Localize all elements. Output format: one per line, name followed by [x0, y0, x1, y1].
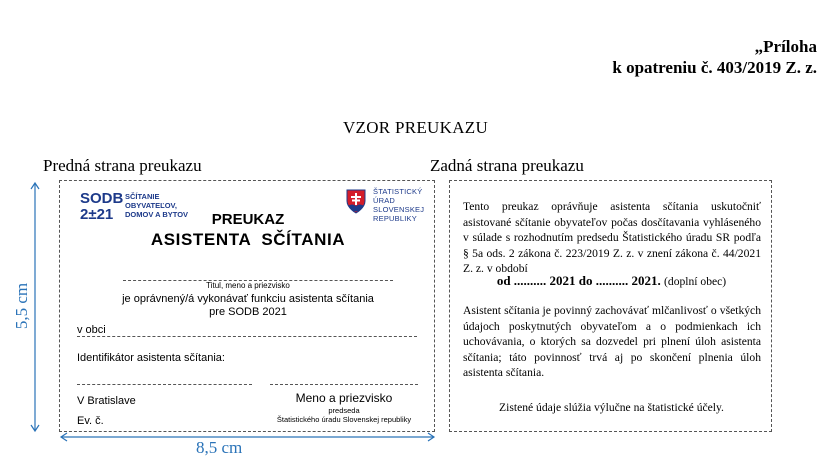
signatory-role1: predseda	[328, 406, 360, 415]
sodb-logo-text1: SČÍTANIE	[125, 192, 160, 201]
height-dimension-label: 5,5 cm	[12, 282, 31, 330]
sodb-logo-line1: SODB	[80, 190, 124, 207]
place-label: V Bratislave	[77, 395, 136, 407]
width-dimension-label: 8,5 cm	[196, 438, 243, 457]
record-number-label: Ev. č.	[77, 415, 104, 427]
validity-period-dates: od .......... 2021 do .......... 2021.	[496, 273, 661, 288]
card-heading-asistent: ASISTENTA SČÍTANIA	[150, 230, 346, 249]
municipality-fill-line	[77, 336, 417, 337]
sodb-logo-text2: OBYVATEĽOV,	[125, 201, 177, 210]
width-dimension-arrow-icon	[58, 430, 438, 444]
back-paragraph-confidentiality: Asistent sčítania je povinný zachovávať mlčanlivosť o všetkých údajoch poskytnutých obyvateľom a o podmienkach ich uchovávania, o ktorých sa dozvedel pri plnení úloh asistenta sčítania; táto povinnosť trvá aj po skončení plnenia úloh asistenta sčítania.	[463, 304, 761, 380]
authorization-line1: je oprávnený/á vykonávať funkciu asistenta sčítania	[122, 293, 374, 305]
back-side-label: Zadná strana preukazu	[430, 156, 584, 175]
su-logo-line3: SLOVENSKEJ	[373, 205, 425, 214]
place-fill-line	[77, 384, 252, 385]
back-card	[449, 180, 772, 432]
identifier-label: Identifikátor asistenta sčítania:	[77, 352, 225, 364]
front-side-label: Predná strana preukazu	[43, 156, 202, 175]
annex-header	[612, 36, 817, 78]
back-paragraph-statistical-purpose: Zistené údaje slúžia výlučne na štatistické účely.	[499, 401, 724, 414]
signature-fill-line	[270, 384, 418, 385]
name-caption: Titul, meno a priezvisko	[206, 281, 290, 290]
su-logo-line4: REPUBLIKY	[373, 214, 417, 223]
municipality-label: v obci	[77, 324, 106, 336]
authorization-line2: pre SODB 2021	[209, 306, 287, 318]
front-card	[59, 180, 435, 432]
sodb-logo-text3: DOMOV A BYTOV	[125, 210, 189, 219]
back-paragraph-authorization: Tento preukaz oprávňuje asistenta sčítania uskutočniť asistované sčítanie obyvateľov počas dosčítavania vyhláseného v súlade s rozhodnutím predsedu Štatistického úradu SR podľa § 5a ods. 2 zákona č. 223/2019 Z. z. v znení zákona č. 44/2021 Z. z. v období	[463, 200, 761, 276]
su-logo-line2: ÚRAD	[373, 196, 396, 205]
validity-period	[450, 273, 773, 289]
document-title: VZOR PREUKAZU	[342, 118, 489, 137]
validity-period-note: (doplní obec)	[664, 275, 727, 288]
annex-line-2: k opatreniu č. 403/2019 Z. z.	[612, 58, 817, 77]
su-logo-line1: ŠTATISTICKÝ	[373, 187, 423, 196]
signatory-name: Meno a priezvisko	[295, 391, 393, 405]
annex-line-1: „Príloha	[754, 37, 817, 56]
sodb-logo-line2: 2±21	[80, 206, 114, 223]
signatory-role2: Štatistického úradu Slovenskej republiky	[276, 415, 412, 424]
card-heading-preukaz: PREUKAZ	[211, 211, 285, 228]
